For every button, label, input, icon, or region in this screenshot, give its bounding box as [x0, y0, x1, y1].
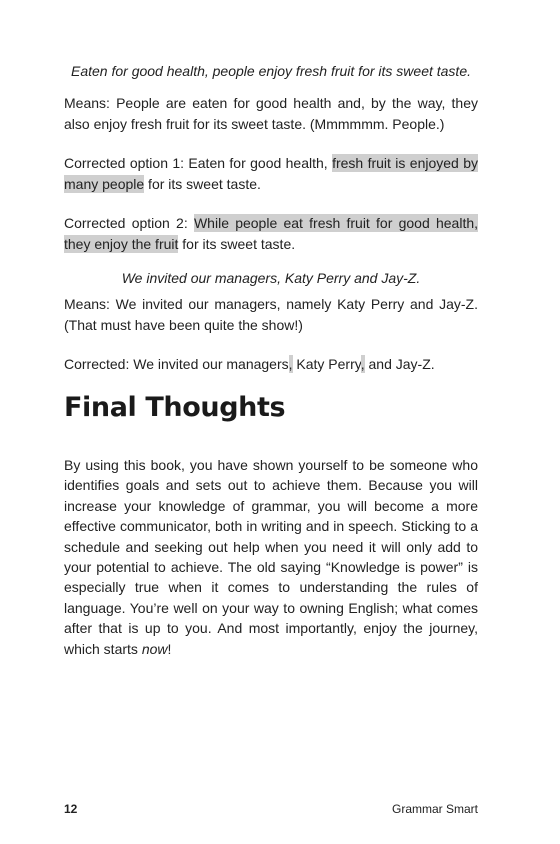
highlighted-correction: fresh fruit is enjoyed by many people: [64, 155, 479, 192]
corrected-sentence-2: [64, 354, 478, 375]
example-sentence-2: We invited our managers, Katy Perry and Jay-Z.: [121, 270, 421, 286]
corrected-part-3: and Jay-Z.: [364, 356, 435, 372]
running-title: Grammar Smart: [391, 802, 478, 816]
body-text: By using this book, you have shown yourself to be someone who identifies goals and sets out to achieve them. Because you will increase your knowledge of grammar, you will become a more effective communicator, both in writing and in speech. Sticking to a schedule and seeking out help when you need it will only add to your potential to achieve. The old saying “Knowledge is power” is especially true when it comes to understanding the rules of language. You’re well on your way to owning English; what comes after that is up to you. And most importantly, enjoy the journey, which starts: [64, 457, 478, 657]
emphasized-word: now: [141, 640, 168, 657]
section-heading: Final Thoughts: [64, 392, 286, 423]
corrected-option-1: [64, 153, 478, 194]
corrected-part-1: Corrected: We invited our managers: [64, 356, 289, 372]
corrected-part-2: Katy Perry: [292, 356, 361, 372]
body-text-end: !: [167, 640, 172, 657]
corrected-option-2: [64, 213, 478, 254]
page-number: 12: [64, 802, 78, 816]
means-paragraph-2: Means: We invited our managers, namely Katy Perry and Jay-Z. (That must have been quite the show!): [64, 296, 478, 333]
means-paragraph-1: Means: People are eaten for good health and, by the way, they also enjoy fresh fruit for its sweet taste. (Mmmmmm. People.): [64, 95, 478, 132]
corrected-option-1-suffix: for its sweet taste.: [144, 175, 261, 192]
highlighted-correction: While people eat fresh fruit for good health, they enjoy the fruit: [64, 215, 479, 252]
corrected-option-2-suffix: for its sweet taste.: [178, 235, 296, 252]
highlighted-comma: ,: [288, 356, 293, 372]
example-sentence-1: Eaten for good health, people enjoy fresh fruit for its sweet taste.: [70, 63, 471, 79]
highlighted-comma: ,: [360, 356, 365, 372]
corrected-option-1-prefix: Corrected option 1: Eaten for good health,: [64, 155, 328, 171]
section-body: [64, 455, 478, 659]
corrected-option-2-prefix: Corrected option 2:: [64, 215, 188, 231]
